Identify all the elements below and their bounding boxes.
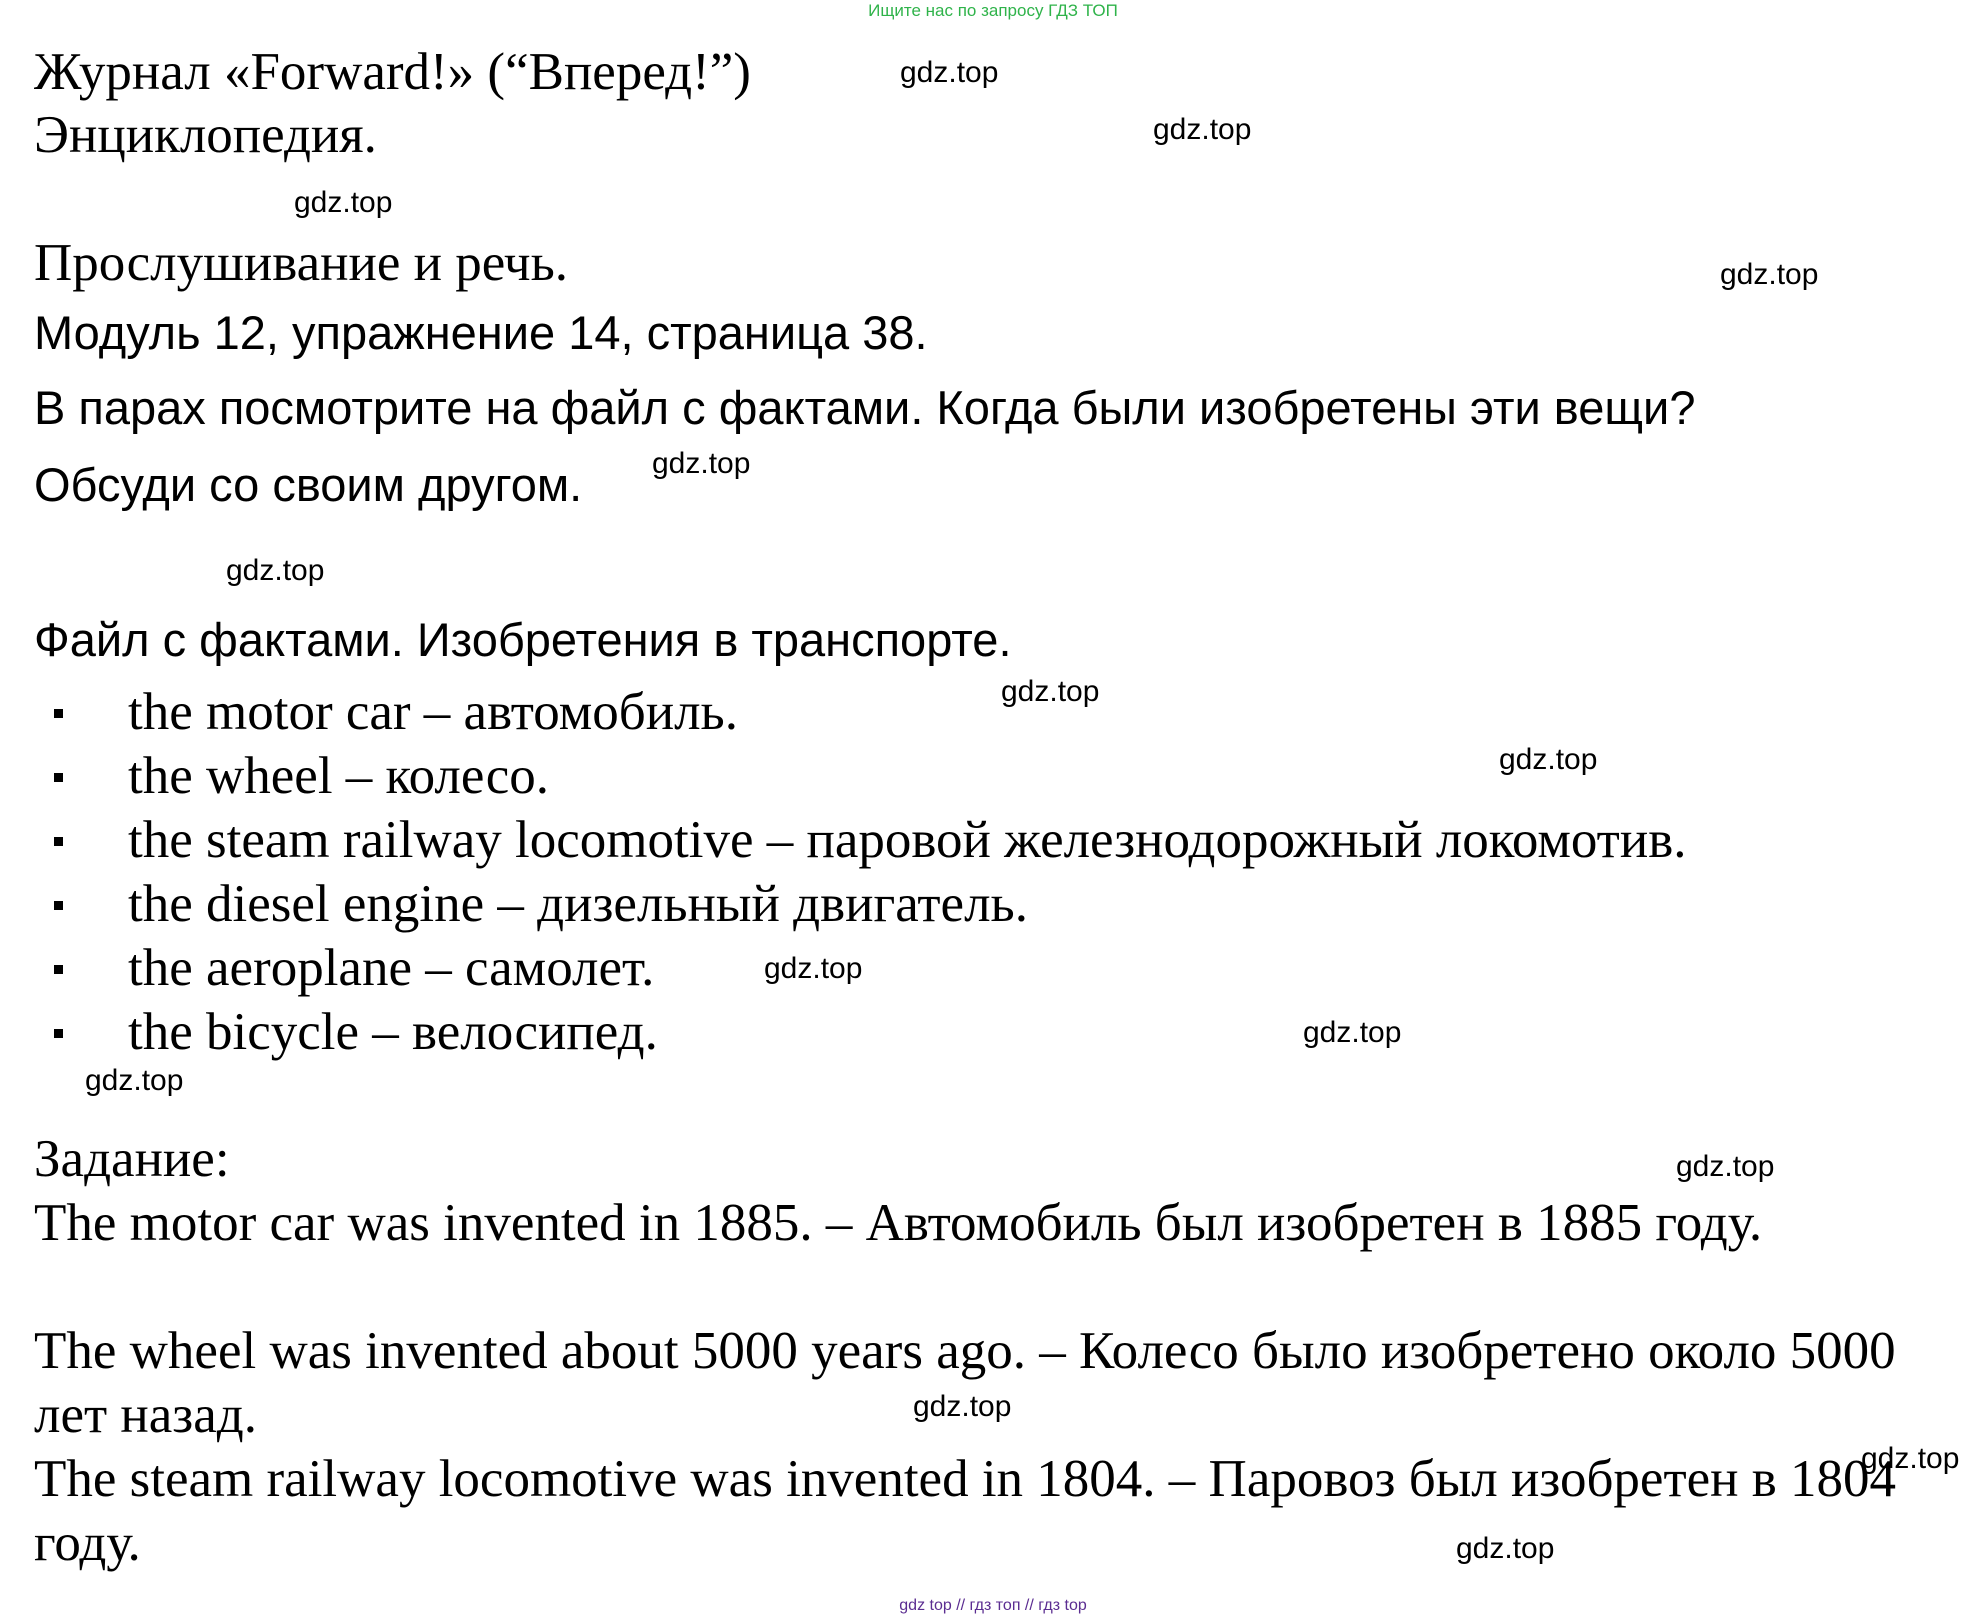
watermark: gdz.top (1861, 1442, 1960, 1475)
bullet-square-icon (54, 773, 63, 782)
watermark: gdz.top (900, 56, 999, 89)
bullet-square-icon (54, 1029, 63, 1038)
bullet-square-icon (54, 709, 63, 718)
list-item: the wheel – колесо. (54, 744, 1686, 808)
footer-links: gdz top // гдз топ // гдз top (899, 1597, 1087, 1614)
module-reference: Модуль 12, упражнение 14, страница 38. (34, 306, 928, 359)
task-title: Задание: (34, 1130, 230, 1188)
watermark: gdz.top (1499, 743, 1598, 776)
watermark: gdz.top (913, 1390, 1012, 1423)
instruction-line-2: Обсуди со своим другом. (34, 458, 583, 511)
top-banner: Ищите нас по запросу ГДЗ ТОП (868, 1, 1118, 20)
facts-title: Файл с фактами. Изобретения в транспорте. (34, 613, 1012, 666)
list-item: the motor car – автомобиль. (54, 680, 1686, 744)
watermark: gdz.top (1456, 1532, 1555, 1565)
watermark: gdz.top (294, 186, 393, 219)
list-item: the bicycle – велосипед. (54, 1000, 1686, 1064)
watermark: gdz.top (1676, 1150, 1775, 1183)
encyclopedia-title: Энциклопедия. (34, 106, 377, 164)
watermark: gdz.top (652, 447, 751, 480)
bullet-square-icon (54, 965, 63, 974)
journal-title: Журнал «Forward!» (“Вперед!”) (34, 43, 751, 101)
watermark: gdz.top (764, 952, 863, 985)
watermark: gdz.top (1303, 1016, 1402, 1049)
answer-paragraph: The steam railway locomotive was invented in 1804. – Паровоз был изобретен в 1804 году. (34, 1450, 1897, 1572)
watermark: gdz.top (226, 554, 325, 587)
watermark: gdz.top (85, 1064, 184, 1097)
list-item: the aeroplane – самолет. (54, 936, 1686, 1000)
instruction-line-1: В парах посмотрите на файл с фактами. Когда были изобретены эти вещи? (34, 381, 1696, 434)
watermark: gdz.top (1720, 258, 1819, 291)
list-item: the diesel engine – дизельный двигатель. (54, 872, 1686, 936)
list-item: the steam railway locomotive – паровой железнодорожный локомотив. (54, 808, 1686, 872)
facts-list (54, 680, 1686, 1064)
watermark: gdz.top (1153, 113, 1252, 146)
watermark: gdz.top (1001, 675, 1100, 708)
bullet-square-icon (54, 901, 63, 910)
answer-paragraph: The wheel was invented about 5000 years ago. – Колесо было изобретено около 5000 лет назад. (34, 1322, 1896, 1444)
answer-paragraph: The motor car was invented in 1885. – Автомобиль был изобретен в 1885 году. (34, 1194, 1763, 1252)
bullet-square-icon (54, 837, 63, 846)
section-title: Прослушивание и речь. (34, 234, 568, 292)
